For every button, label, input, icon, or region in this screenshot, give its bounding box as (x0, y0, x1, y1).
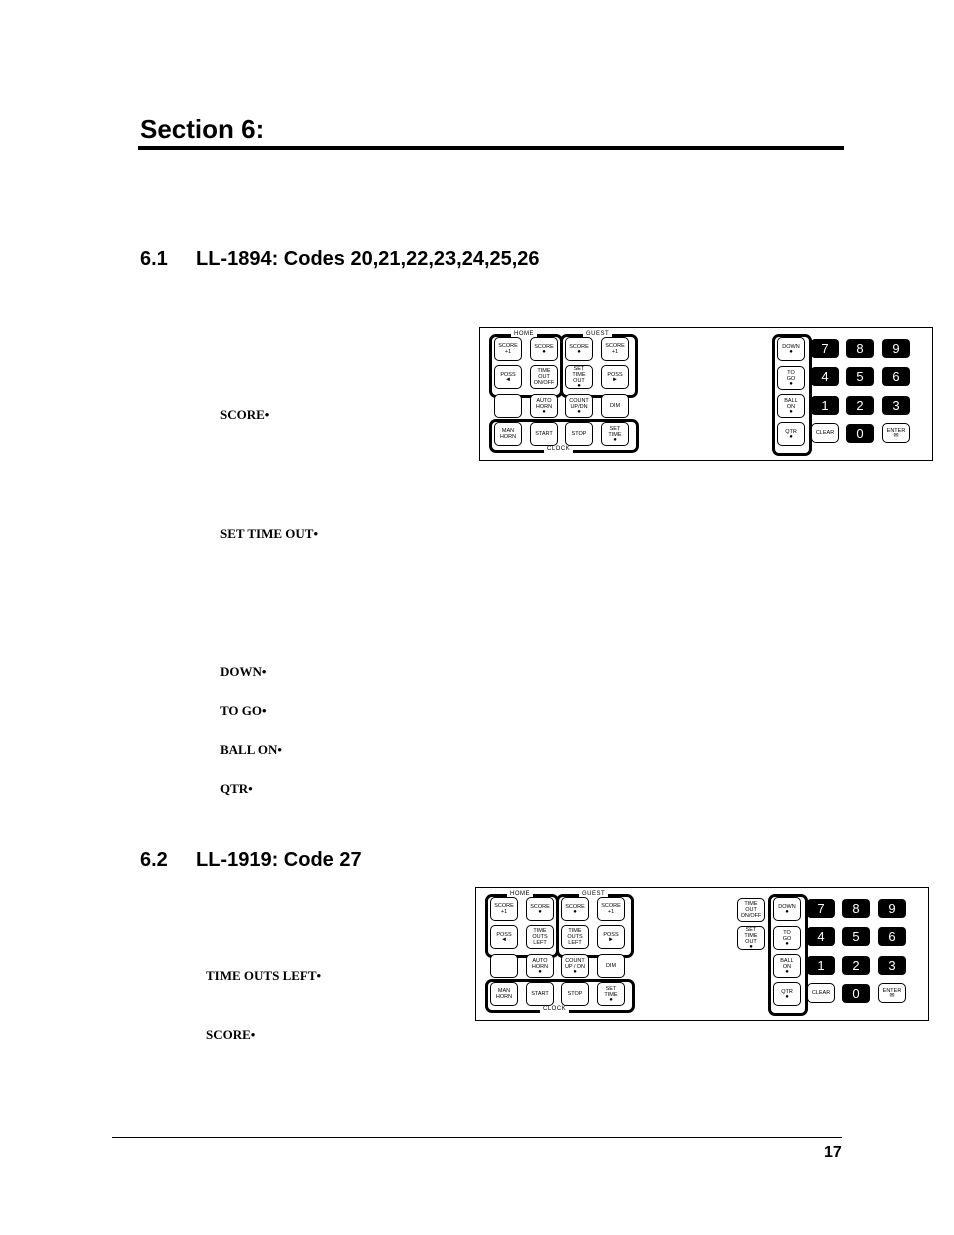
guest-poss-button-2[interactable]: POSS ► (597, 925, 625, 949)
label-qtr: QTR• (220, 781, 253, 796)
down-button[interactable]: DOWN ● (777, 337, 805, 361)
down-button-2[interactable]: DOWN ● (773, 897, 801, 921)
page-number: 17 (824, 1144, 842, 1161)
clear-button-2[interactable]: CLEAR (807, 983, 835, 1003)
clock-group-title-2: CLOCK (540, 1006, 569, 1013)
footer-rule (112, 1137, 842, 1138)
blank-button[interactable] (494, 394, 522, 418)
set-time-button[interactable]: SET TIME ● (601, 422, 629, 446)
subsection-6-1-number: 6.1 (140, 248, 168, 270)
to-go-button[interactable]: TO GO ● (777, 366, 805, 390)
guest-score-button[interactable]: SCORE ● (565, 337, 593, 361)
numpad-9-button[interactable]: 9 (882, 339, 910, 358)
guest-poss-button[interactable]: POSS ► (601, 365, 629, 389)
guest-score-button-2[interactable]: SCORE ● (561, 897, 589, 921)
numpad-3-button-2[interactable]: 3 (878, 956, 906, 975)
home-group-title-2: HOME (507, 891, 533, 898)
numpad-6-button-2[interactable]: 6 (878, 927, 906, 946)
label-to-go: TO GO• (220, 703, 267, 718)
numpad-5-button[interactable]: 5 (846, 367, 874, 386)
numpad-0-button[interactable]: 0 (846, 424, 874, 443)
numpad-1-button[interactable]: 1 (811, 396, 839, 415)
home-score-plus1-button-2[interactable]: SCORE +1 (490, 897, 518, 921)
home-score-plus1-button[interactable]: SCORE +1 (494, 337, 522, 361)
numpad-0-button-2[interactable]: 0 (842, 984, 870, 1003)
home-score-button-2[interactable]: SCORE ● (526, 897, 554, 921)
home-poss-button-2[interactable]: POSS ◄ (490, 925, 518, 949)
label-set-time-out: SET TIME OUT• (220, 526, 318, 541)
section-title-rule (138, 146, 844, 150)
clear-button[interactable]: CLEAR (811, 423, 839, 443)
label-score-2: SCORE• (206, 1027, 256, 1042)
blank-button-2[interactable] (490, 954, 518, 978)
numpad-9-button-2[interactable]: 9 (878, 899, 906, 918)
start-button-2[interactable]: START (526, 982, 554, 1006)
subsection-6-1-title: LL-1894: Codes 20,21,22,23,24,25,26 (196, 248, 540, 270)
numpad-4-button[interactable]: 4 (811, 367, 839, 386)
time-out-on-off-button[interactable]: TIME OUT ON/OFF (530, 365, 558, 389)
clock-group-title: CLOCK (544, 446, 573, 453)
guest-score-plus1-button-2[interactable]: SCORE +1 (597, 897, 625, 921)
guest-score-plus1-button[interactable]: SCORE +1 (601, 337, 629, 361)
numpad-3-button[interactable]: 3 (882, 396, 910, 415)
numpad-2-button[interactable]: 2 (846, 396, 874, 415)
label-score: SCORE• (220, 407, 270, 422)
ll-1919-keypad-panel (475, 887, 929, 1021)
numpad-8-button-2[interactable]: 8 (842, 899, 870, 918)
numpad-6-button[interactable]: 6 (882, 367, 910, 386)
auto-horn-button[interactable]: AUTO HORN ● (530, 394, 558, 418)
numpad-5-button-2[interactable]: 5 (842, 927, 870, 946)
set-time-out-button-2[interactable]: SET TIME OUT ● (737, 926, 765, 950)
home-score-button[interactable]: SCORE ● (530, 337, 558, 361)
home-time-outs-left-button[interactable]: TIME OUTS LEFT (526, 925, 554, 949)
guest-group-title: GUEST (583, 331, 612, 338)
time-out-on-off-button-2[interactable]: TIME OUT ON/OFF (737, 898, 765, 922)
label-time-outs-left: TIME OUTS LEFT• (206, 968, 322, 983)
auto-horn-button-2[interactable]: AUTO HORN ● (526, 954, 554, 978)
subsection-6-1-heading (140, 248, 540, 271)
ll-1894-keypad-panel (479, 327, 933, 461)
set-time-button-2[interactable]: SET TIME ● (597, 982, 625, 1006)
man-horn-button[interactable]: MAN HORN (494, 422, 522, 446)
enter-icon: ✉ (893, 432, 899, 439)
dim-button-2[interactable]: DIM (597, 954, 625, 978)
ball-on-button-2[interactable]: BALL ON ● (773, 954, 801, 978)
count-up-dn-button[interactable]: COUNT UP/DN ● (565, 394, 593, 418)
subsection-6-2-title: LL-1919: Code 27 (196, 849, 362, 871)
enter-icon-2: ✉ (889, 992, 895, 999)
numpad-4-button-2[interactable]: 4 (807, 927, 835, 946)
label-down: DOWN• (220, 664, 267, 679)
enter-button[interactable]: ENTER ✉ (882, 423, 910, 443)
numpad-2-button-2[interactable]: 2 (842, 956, 870, 975)
guest-time-outs-left-button[interactable]: TIME OUTS LEFT (561, 925, 589, 949)
numpad-8-button[interactable]: 8 (846, 339, 874, 358)
qtr-button-2[interactable]: QTR ● (773, 982, 801, 1006)
numpad-1-button-2[interactable]: 1 (807, 956, 835, 975)
numpad-7-button-2[interactable]: 7 (807, 899, 835, 918)
guest-group-title-2: GUEST (579, 891, 608, 898)
count-up-dn-button-2[interactable]: COUNT UP / DN ● (561, 954, 589, 978)
set-time-out-button[interactable]: SET TIME OUT ● (565, 365, 593, 389)
subsection-6-2-number: 6.2 (140, 849, 168, 871)
section-title: Section 6: (140, 114, 265, 144)
subsection-6-2-heading (140, 849, 362, 872)
enter-button-2[interactable]: ENTER ✉ (878, 983, 906, 1003)
home-poss-button[interactable]: POSS ◄ (494, 365, 522, 389)
ball-on-button[interactable]: BALL ON ● (777, 394, 805, 418)
start-button[interactable]: START (530, 422, 558, 446)
stop-button-2[interactable]: STOP (561, 982, 589, 1006)
to-go-button-2[interactable]: TO GO ● (773, 926, 801, 950)
qtr-button[interactable]: QTR ● (777, 422, 805, 446)
stop-button[interactable]: STOP (565, 422, 593, 446)
home-group-title: HOME (511, 331, 537, 338)
label-ball-on: BALL ON• (220, 742, 282, 757)
man-horn-button-2[interactable]: MAN HORN (490, 982, 518, 1006)
numpad-7-button[interactable]: 7 (811, 339, 839, 358)
dim-button[interactable]: DIM (601, 394, 629, 418)
